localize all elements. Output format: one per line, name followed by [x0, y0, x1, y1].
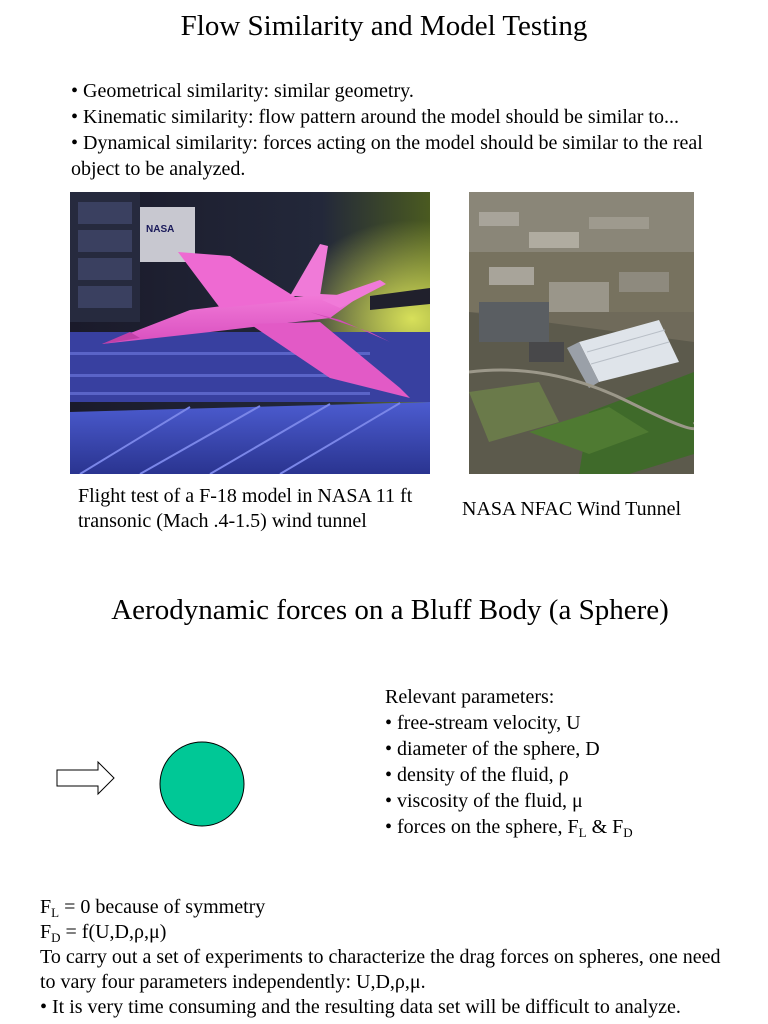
relevant-parameters: [385, 684, 765, 840]
param-forces-mid: & F: [586, 816, 624, 838]
drag-sub: D: [51, 930, 61, 945]
page-title: Flow Similarity and Model Testing: [180, 10, 588, 42]
experiment-paragraph: To carry out a set of experiments to characterize the drag forces on spheres, one need to vary four parameters independently: U,D,ρ,μ.: [40, 946, 721, 993]
lift-sub: L: [51, 905, 60, 920]
drag-equation: [40, 920, 740, 945]
bullet-kinematic: • Kinematic similarity: flow pattern around the model should be similar to...: [71, 106, 679, 128]
f18-photo-caption: Flight test of a F-18 model in NASA 11 ft transonic (Mach .4-1.5) wind tunnel: [78, 485, 413, 532]
param-forces: [385, 814, 765, 840]
param-diameter: • diameter of the sphere, D: [385, 738, 600, 760]
sphere-diagram: [158, 740, 246, 828]
bullet-geometrical: • Geometrical similarity: similar geometry.: [71, 80, 414, 102]
param-viscosity: • viscosity of the fluid, μ: [385, 790, 583, 812]
nfac-aerial-photo: [469, 192, 694, 474]
bullet-dynamical: • Dynamical similarity: forces acting on the model should be similar to the real object to be analyzed.: [71, 132, 703, 180]
f18-wind-tunnel-photo: [70, 192, 430, 474]
param-forces-sub-l: L: [578, 825, 587, 840]
similarity-bullets: [71, 78, 741, 182]
section-title-bluff-body: Aerodynamic forces on a Bluff Body (a Sphere): [111, 594, 669, 626]
params-heading: Relevant parameters:: [385, 686, 555, 708]
bottom-text: [40, 895, 740, 1020]
flow-arrow-icon: [54, 758, 118, 798]
lift-text: = 0 because of symmetry: [59, 896, 266, 918]
param-forces-sub-d: D: [623, 825, 633, 840]
drag-var: F: [40, 921, 52, 943]
param-velocity: • free-stream velocity, U: [385, 712, 581, 734]
drag-text: = f(U,D,ρ,μ): [60, 921, 167, 943]
nfac-photo-caption: NASA NFAC Wind Tunnel: [462, 498, 682, 520]
param-density: • density of the fluid, ρ: [385, 764, 569, 786]
lift-var: F: [40, 896, 52, 918]
nasa-sign-text: NASA: [146, 224, 175, 235]
time-consuming-bullet: • It is very time consuming and the resulting data set will be difficult to analyze.: [40, 996, 681, 1018]
param-forces-prefix: • forces on the sphere, F: [385, 816, 579, 838]
lift-equation: [40, 895, 740, 920]
